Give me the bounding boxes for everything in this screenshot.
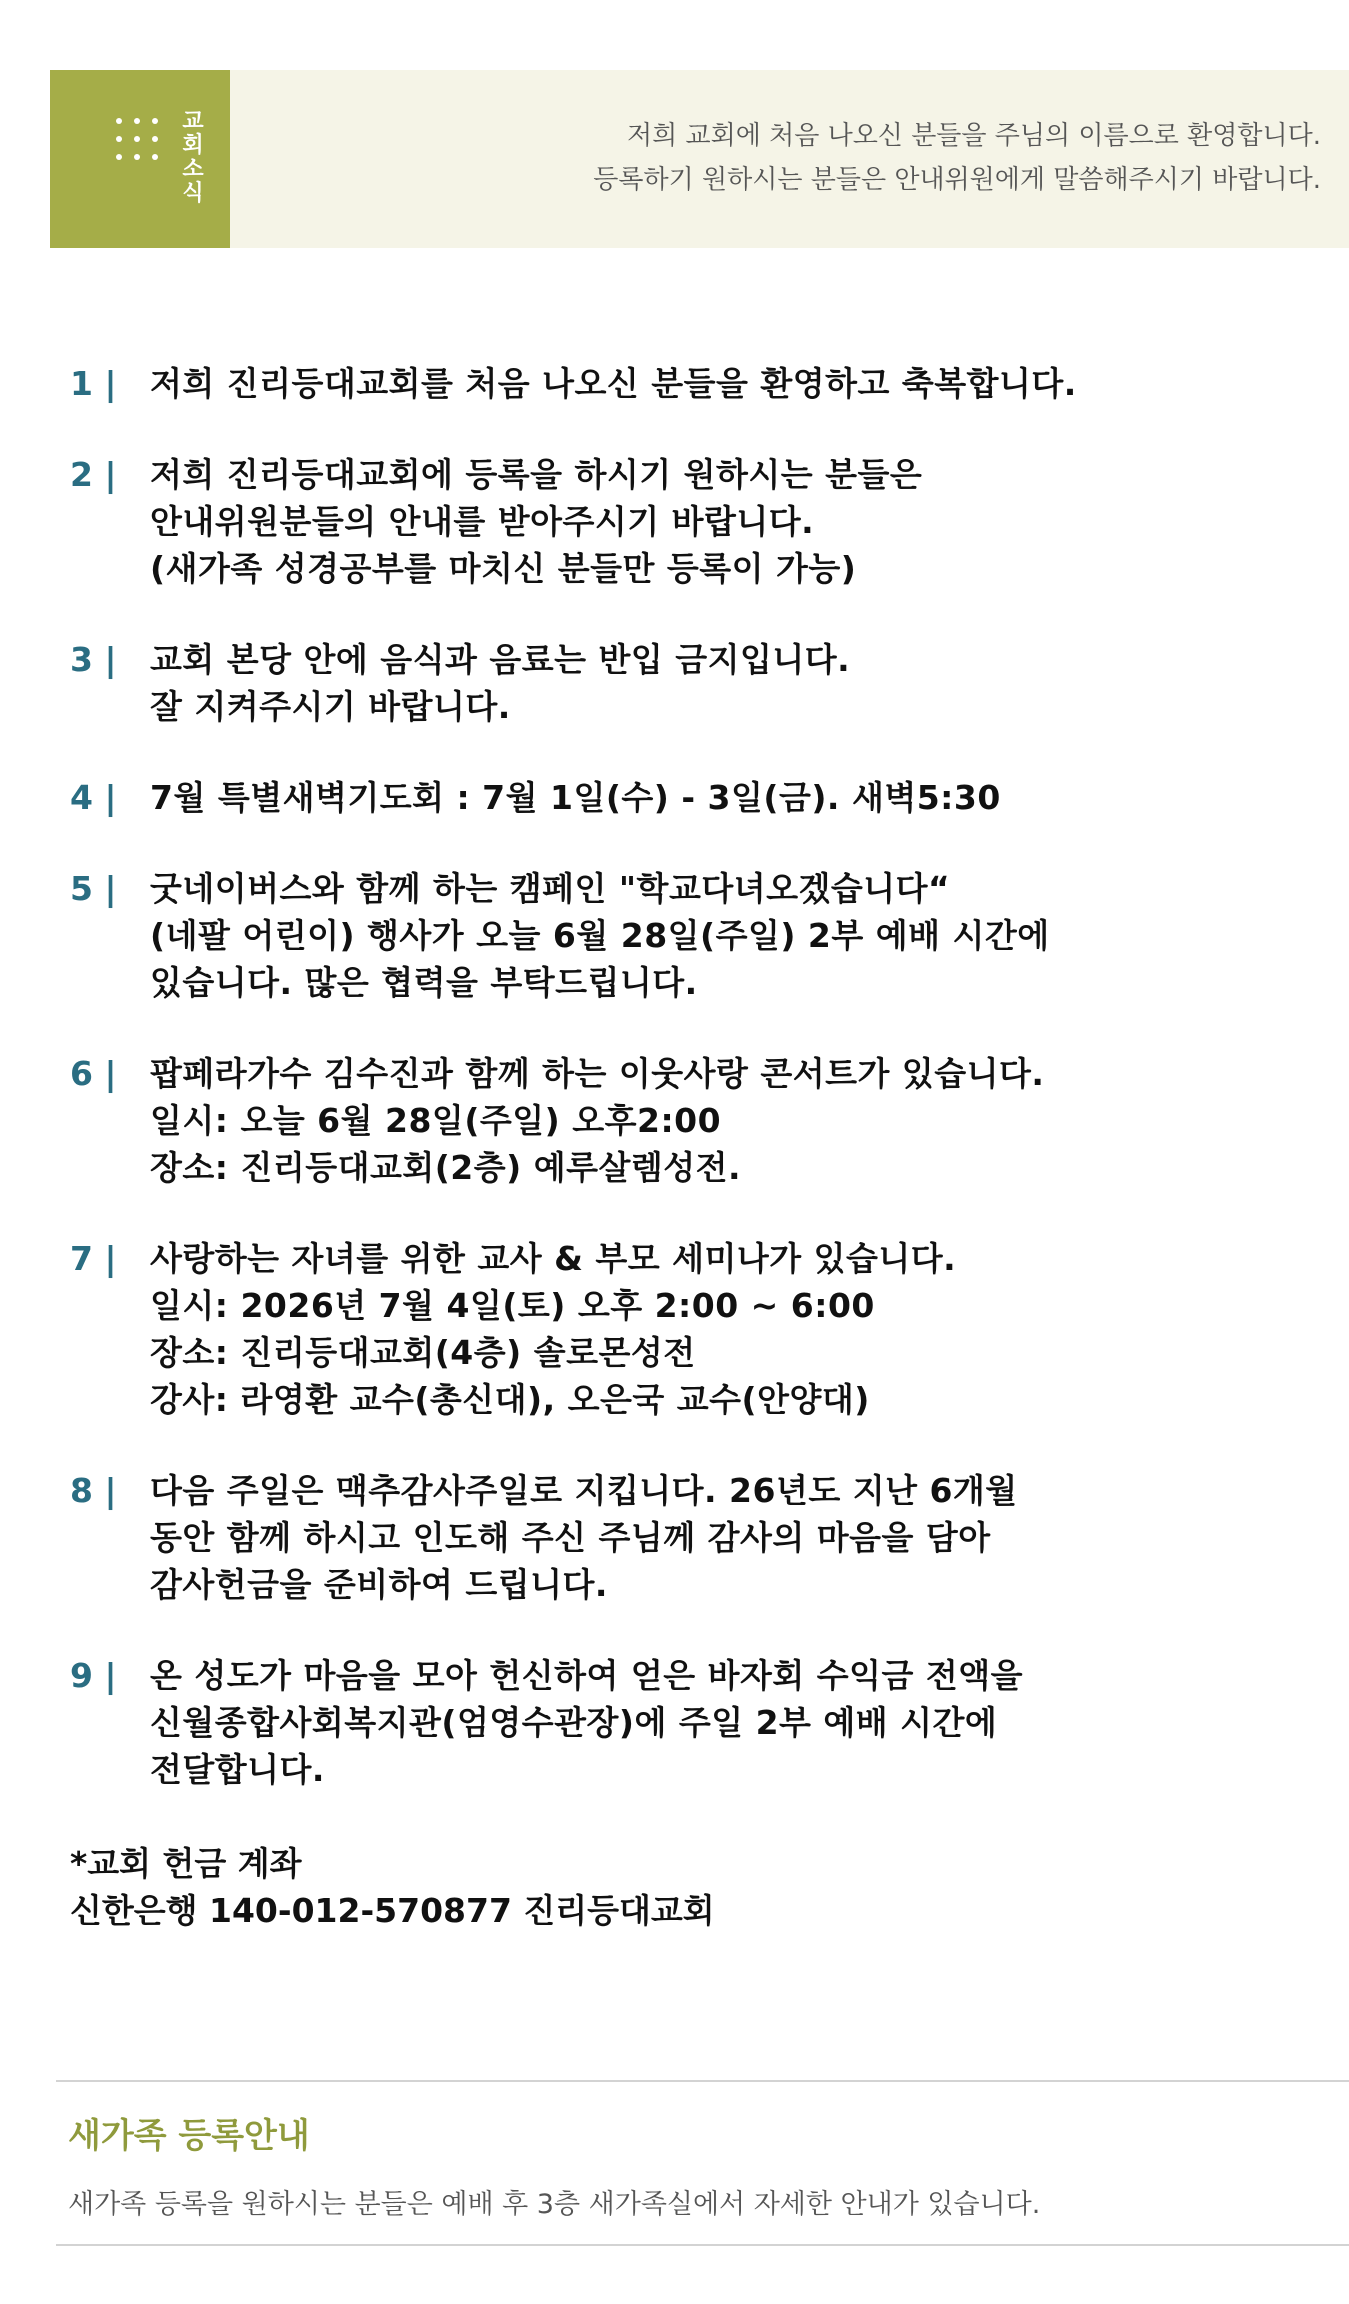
notice-line: 안내위원분들의 안내를 받아주시기 바랍니다.	[150, 502, 815, 541]
notice-item	[70, 1235, 1310, 1423]
notice-item	[70, 636, 1310, 730]
notice-number: 8 |	[70, 1471, 117, 1510]
notice-line: 팝페라가수 김수진과 함께 하는 이웃사랑 콘서트가 있습니다.	[150, 1054, 1045, 1093]
notice-line: 사랑하는 자녀를 위한 교사 & 부모 세미나가 있습니다.	[150, 1239, 957, 1278]
notice-list	[70, 360, 1310, 1837]
notice-text	[150, 774, 1310, 821]
registration-description: 새가족 등록을 원하시는 분들은 예배 후 3층 새가족실에서 자세한 안내가 있습니다.	[68, 2189, 1041, 2220]
notice-line: 동안 함께 하시고 인도해 주신 주님께 감사의 마음을 담아	[150, 1518, 991, 1557]
notice-line: 다음 주일은 맥추감사주일로 지킵니다. 26년도 지난 6개월	[150, 1471, 1018, 1510]
notice-item	[70, 360, 1310, 407]
registration-title: 새가족 등록안내	[68, 2116, 310, 2156]
notice-text	[150, 1467, 1310, 1608]
notice-item	[70, 1467, 1310, 1608]
notice-number: 3 |	[70, 640, 117, 679]
notice-item	[70, 774, 1310, 821]
tab-label: 교회소식	[182, 109, 204, 206]
notice-line: 장소: 진리등대교회(2층) 예루살렘성전.	[150, 1148, 742, 1187]
account-number: 신한은행 140-012-570877 진리등대교회	[70, 1891, 715, 1930]
top-banner	[50, 70, 1349, 248]
account-label: *교회 헌금 계좌	[70, 1844, 302, 1883]
notice-text	[150, 865, 1310, 1006]
registration-section	[56, 2080, 1349, 2246]
notice-line: 전달합니다.	[150, 1750, 325, 1789]
notice-line: 교회 본당 안에 음식과 음료는 반입 금지입니다.	[150, 640, 851, 679]
notice-line: 저희 진리등대교회를 처음 나오신 분들을 환영하고 축복합니다.	[150, 364, 1077, 403]
notice-text	[150, 360, 1310, 407]
notice-line: 일시: 2026년 7월 4일(토) 오후 2:00 ~ 6:00	[150, 1286, 875, 1325]
notice-line: (새가족 성경공부를 마치신 분들만 등록이 가능)	[150, 549, 857, 588]
welcome-text	[593, 114, 1321, 202]
notice-number: 6 |	[70, 1054, 117, 1093]
notice-text	[150, 1652, 1310, 1793]
notice-number: 7 |	[70, 1239, 117, 1278]
welcome-line: 등록하기 원하시는 분들은 안내위원에게 말씀해주시기 바랍니다.	[593, 165, 1321, 195]
notice-line: 있습니다. 많은 협력을 부탁드립니다.	[150, 963, 698, 1002]
notice-line: 신월종합사회복지관(엄영수관장)에 주일 2부 예배 시간에	[150, 1703, 998, 1742]
notice-item	[70, 1652, 1310, 1793]
notice-number: 1 |	[70, 364, 117, 403]
notice-item	[70, 451, 1310, 592]
notice-line: 강사: 라영환 교수(총신대), 오은국 교수(안양대)	[150, 1380, 870, 1419]
notice-text	[150, 1050, 1310, 1191]
notice-text	[150, 636, 1310, 730]
notice-item	[70, 1050, 1310, 1191]
notice-number: 2 |	[70, 455, 117, 494]
notice-line: 저희 진리등대교회에 등록을 하시기 원하시는 분들은	[150, 455, 923, 494]
notice-line: 일시: 오늘 6월 28일(주일) 오후2:00	[150, 1101, 722, 1140]
notice-line: 7월 특별새벽기도회 : 7월 1일(수) - 3일(금). 새벽5:30	[150, 778, 1001, 817]
notice-number: 9 |	[70, 1656, 117, 1695]
notice-line: 온 성도가 마음을 모아 헌신하여 얻은 바자회 수익금 전액을	[150, 1656, 1023, 1695]
offering-account	[70, 1840, 715, 1934]
notice-line: 굿네이버스와 함께 하는 캠페인 "학교다녀오겠습니다“	[150, 869, 951, 908]
news-tab	[50, 70, 230, 248]
notice-item	[70, 865, 1310, 1006]
notice-line: 장소: 진리등대교회(4층) 솔로몬성전	[150, 1333, 696, 1372]
notice-line: 감사헌금을 준비하여 드립니다.	[150, 1565, 608, 1604]
notice-text	[150, 451, 1310, 592]
welcome-line: 저희 교회에 처음 나오신 분들을 주님의 이름으로 환영합니다.	[626, 121, 1321, 151]
notice-line: 잘 지켜주시기 바랍니다.	[150, 687, 511, 726]
notice-number: 5 |	[70, 869, 117, 908]
notice-number: 4 |	[70, 778, 117, 817]
notice-line: (네팔 어린이) 행사가 오늘 6월 28일(주일) 2부 예배 시간에	[150, 916, 1050, 955]
dot-grid-icon	[116, 118, 160, 162]
notice-text	[150, 1235, 1310, 1423]
